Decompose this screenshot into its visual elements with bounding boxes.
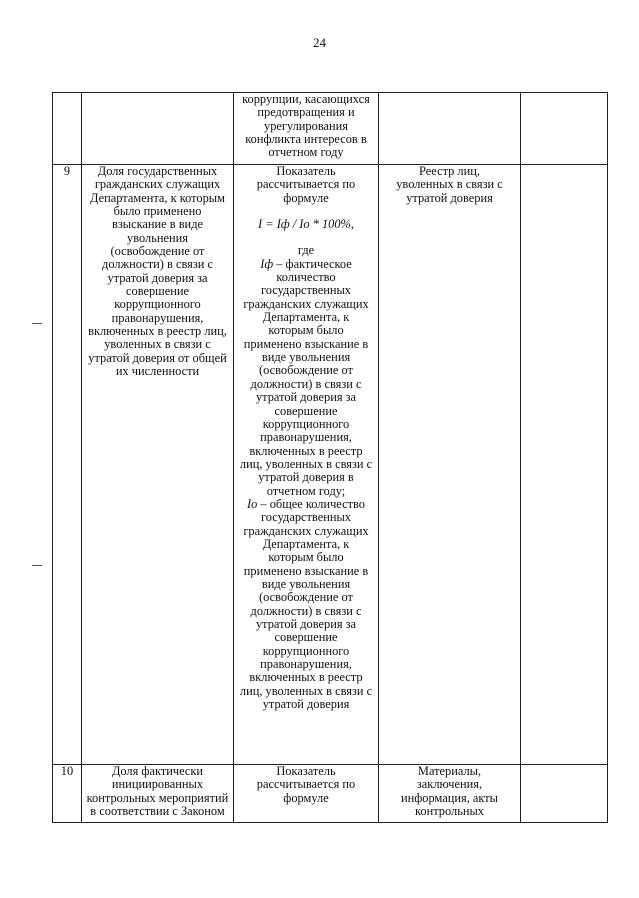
text-line: предотвращения и — [257, 105, 355, 120]
text-line: уволенных в связи с — [396, 177, 503, 192]
indicators-table — [52, 92, 608, 823]
text-line: увольнения — [127, 230, 188, 245]
text-line: совершение — [274, 403, 338, 418]
calculation-method-cell — [234, 165, 379, 765]
indicator-name-cell — [82, 93, 234, 165]
text-line: утратой доверия в — [258, 470, 354, 485]
text-line: коррупции, касающихся — [242, 92, 370, 106]
text-line: урегулирования — [264, 118, 348, 133]
text-line: контрольных мероприятий — [86, 790, 229, 805]
text-line: совершение — [274, 630, 338, 645]
text-line: утратой доверия за — [255, 617, 357, 631]
text-line: (освобождение от — [259, 363, 353, 378]
text-line: формуле — [283, 790, 329, 805]
io-symbol: Io — [246, 496, 258, 511]
text-line: применено взыскание в — [243, 336, 369, 351]
text-line: взыскание в виде — [112, 217, 203, 232]
text-line: заключения, — [416, 777, 483, 792]
text-line: в соответствии с Законом — [90, 804, 225, 819]
text-line: рассчитывается по — [256, 777, 356, 792]
text-line: формуле — [283, 190, 329, 205]
text-line: (освобождение от — [110, 244, 205, 259]
text-line: Показатель — [276, 164, 336, 178]
text-line: (освобождение от — [259, 590, 353, 605]
if-definition-start: – фактическое — [273, 256, 352, 271]
text-line: правонарушения, — [260, 657, 352, 672]
row-number-cell: 10 — [53, 765, 82, 823]
text-line: применено взыскание в — [243, 563, 369, 578]
text-line: гражданских служащих — [243, 296, 369, 311]
text-line: конфликта интересов в — [245, 132, 367, 147]
indicator-name-cell — [82, 165, 234, 765]
text-line: гражданских служащих — [94, 177, 221, 192]
text-line: рассчитывается по — [256, 177, 356, 192]
text-line: должности) в связи с — [250, 376, 362, 391]
text-line: Доля государственных — [97, 164, 218, 178]
text-line: коррупционного — [262, 643, 350, 658]
text-line: количество — [276, 270, 336, 285]
row-number-cell: 9 — [53, 165, 82, 765]
note-cell — [521, 765, 608, 823]
calculation-method-cell — [234, 93, 379, 165]
text-line: Материалы, — [417, 764, 482, 778]
text-line: утратой доверия за — [255, 390, 357, 405]
text-line: должности) в связи с — [102, 257, 213, 272]
io-definition-start: – общее количество — [257, 496, 365, 511]
text-line: гражданских служащих — [243, 523, 369, 538]
text-line: Показатель — [276, 764, 336, 778]
data-source-cell — [379, 93, 521, 165]
text-line: Департамента, к — [262, 536, 350, 551]
text-line: правонарушения, — [111, 310, 204, 325]
text-line: Доля фактически — [111, 764, 204, 778]
margin-mark — [32, 323, 42, 324]
text-line: информация, акты — [400, 790, 498, 805]
note-cell — [521, 165, 608, 765]
table-row-9 — [53, 165, 608, 765]
formula: I = Iф / Io * 100%, — [258, 217, 354, 232]
row-number-cell — [53, 93, 82, 165]
indicator-name-cell — [82, 765, 234, 823]
text-line: лиц, уволенных в связи с — [239, 683, 373, 698]
text-line: включенных в реестр — [249, 670, 363, 685]
text-line: Реестр лиц, — [419, 164, 480, 178]
text-line: утратой доверия — [406, 190, 493, 205]
data-source-cell — [379, 765, 521, 823]
text-line: включенных в реестр лиц, — [88, 324, 227, 339]
text-line: совершение — [126, 284, 189, 299]
text-line: коррупционного — [262, 416, 350, 431]
text-line: виде увольнения — [261, 576, 351, 591]
calculation-method-cell — [234, 765, 379, 823]
text-line: уволенных в связи с — [104, 337, 211, 352]
text-line: включенных в реестр — [249, 443, 363, 458]
text-line — [236, 498, 376, 511]
table-row-10 — [53, 765, 608, 823]
if-symbol: Iф — [260, 256, 274, 271]
text-line: утратой доверия от общей — [88, 350, 227, 365]
text-line — [236, 258, 376, 271]
text-line: инициированных — [111, 777, 204, 792]
note-cell — [521, 93, 608, 165]
text-line: которым было — [268, 550, 344, 565]
text-line: правонарушения, — [260, 430, 352, 445]
data-source-cell — [379, 165, 521, 765]
text-line: их численности — [115, 364, 200, 379]
text-line: утратой доверия — [262, 697, 350, 712]
text-line: отчетном году; — [266, 483, 346, 498]
text-line: было применено — [113, 204, 202, 219]
text-line: виде увольнения — [261, 350, 351, 365]
text-line: отчетном году — [268, 145, 344, 160]
text-line: которым было — [268, 323, 344, 338]
text-line: контрольных — [415, 804, 484, 819]
text-line: коррупционного — [114, 297, 201, 312]
where-label: где — [297, 243, 315, 258]
text-line: государственных — [260, 510, 351, 525]
page-number: 24 — [313, 35, 326, 50]
text-line: Департамента, к которым — [90, 190, 225, 205]
text-line: утратой доверия за — [107, 270, 208, 285]
text-line: лиц, уволенных в связи с — [239, 456, 373, 471]
text-line: должности) в связи с — [250, 603, 362, 618]
text-line: государственных — [260, 283, 351, 298]
margin-mark — [32, 565, 42, 566]
text-line: Департамента, к — [262, 310, 350, 325]
table-row-continuation — [53, 93, 608, 165]
